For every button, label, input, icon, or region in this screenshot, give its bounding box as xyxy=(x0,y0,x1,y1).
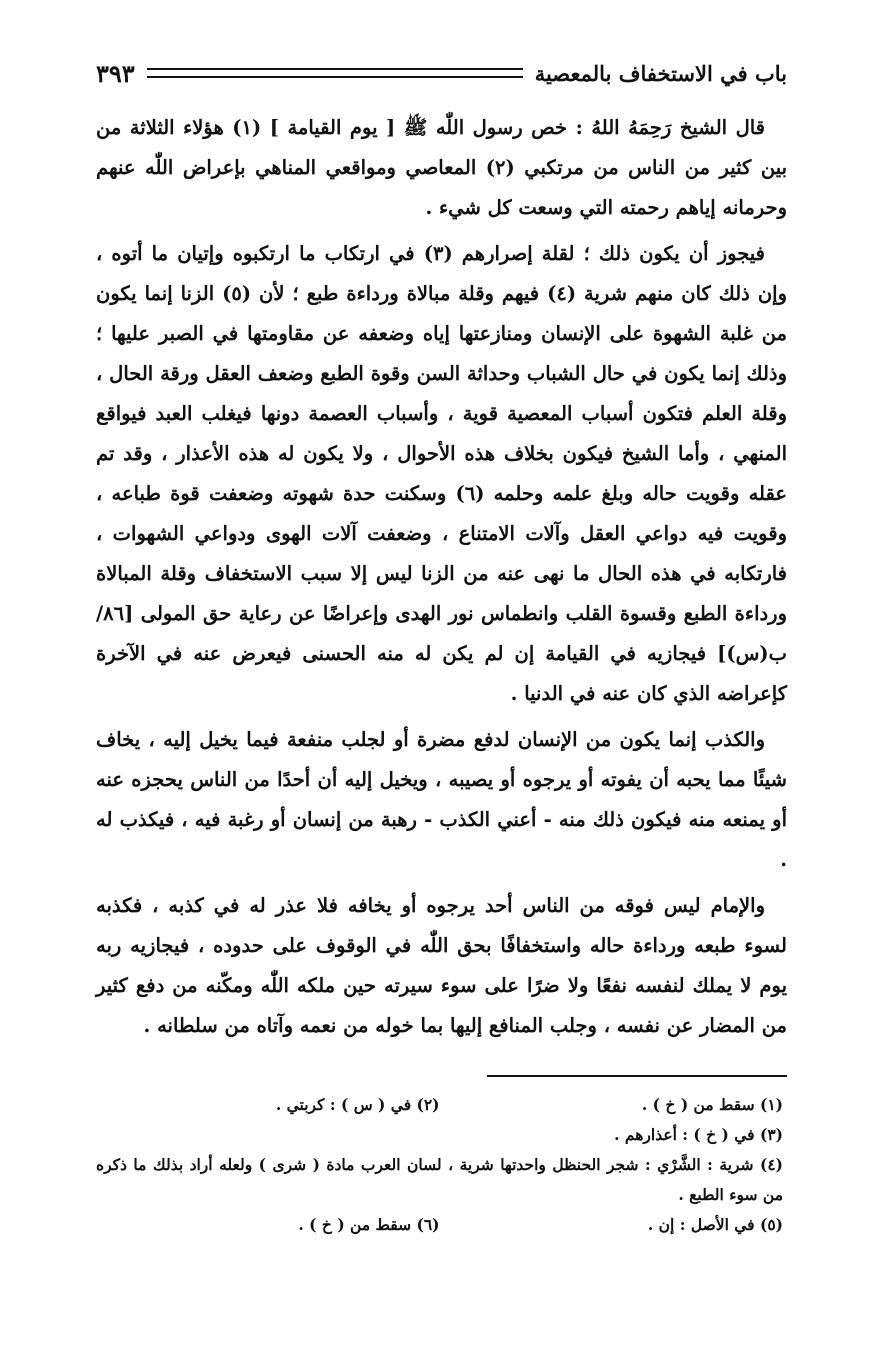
paragraph-2: فيجوز أن يكون ذلك ؛ لقلة إصرارهم (٣) في ارتكاب ما ارتكبوه وإتيان ما أتوه ، وإن ذلك كان منهم شرية (٤) فيهم وقلة مبالاة ورداءة طبع ؛ لأن (٥) الزنا إنما يكون من غلبة الشهوة على الإنسان ومنازعتها إياه وضعفه عن مقاومتها في الصبر عليها ؛ وذلك إنما يكون في حال الشباب وحداثة السن وقوة الطبع وضعف العقل ورقة الحال ، وقلة العلم فتكون أسباب المعصية قوية ، وأسباب العصمة دونها فيغلب العبد فيواقع المنهي ، وأما الشيخ فيكون بخلاف هذه الأحوال ، ولا يكون له هذه الأعذار ، وقد تم عقله وقويت حاله وبلغ علمه وحلمه (٦) وسكنت حدة شهوته وضعفت قوة طباعه ، وقويت فيه دواعي العقل وآلات الامتناع ، وضعفت آلات الهوى ودواعي الشهوات ، فارتكابه في هذه الحال ما نهى عنه من الزنا ليس إلا سبب الاستخفاف وقلة المبالاة ورداءة الطبع وقسوة القلب وانطماس نور الهدى وإعراضًا عن رعاية حق المولى [٨٦/ب(س)] فيجازيه في القيامة إن لم يكن له منه الحسنى فيعرض عنه في الآخرة كإعراضه الذي كان عنه في الدنيا . xyxy=(96,242,787,705)
footnote-3: (٣) في ( خ ) : أعذارهم . xyxy=(614,1125,783,1144)
footnote-row-1 xyxy=(96,1090,783,1120)
paragraph-1: قال الشيخ رَحِمَهُ اللهُ : خص رسول اللّٰه ﷺ [ يوم القيامة ] (١) هؤلاء الثلاثة من بين كثير من الناس من مرتكبي (٢) المعاصي ومواقعي المناهي بإعراض اللّٰه عنهم وحرمانه إياهم رحمته التي وسعت كل شيء . xyxy=(96,116,788,219)
footnotes xyxy=(96,1090,783,1240)
footnote-5: (٥) في الأصل : إن . xyxy=(647,1215,783,1234)
footnote-1: (١) سقط من ( خ ) . xyxy=(641,1095,783,1114)
paragraph-4: والإمام ليس فوقه من الناس أحد يرجوه أو يخافه فلا عذر له في كذبه ، فكذبه لسوء طبعه ورداءة حاله واستخفافًا بحق اللّٰه في الوقوف على حدوده ، فيجازيه ربه يوم لا يملك لنفسه نفعًا ولا ضرًا على سوء سيرته حين ملكه اللّٰه ومكّنه من دفع كثير من المضار عن نفسه ، وجلب المنافع إليها بما خوله من نعمه وآتاه من سلطانه . xyxy=(96,894,787,1037)
footnote-6: (٦) سقط من ( خ ) . xyxy=(298,1215,440,1234)
page-number: ٣٩٣ xyxy=(96,58,135,88)
footnote-separator xyxy=(487,1075,787,1077)
footnote-2: (٢) في ( س ) : كربتي . xyxy=(275,1095,440,1114)
chapter-title: باب في الاستخفاف بالمعصية xyxy=(534,60,787,86)
header-rule xyxy=(147,68,523,78)
main-text xyxy=(96,108,787,1052)
footnote-row-3 xyxy=(96,1210,783,1240)
paragraph-3: والكذب إنما يكون من الإنسان لدفع مضرة أو لجلب منفعة فيما يخيل إليه ، يخاف شيئًا مما يحبه أن يفوته أو يرجوه أو يصيبه ، ويخيل إليه أن أحدًا من الناس يحجزه عنه أو يمنعه منه فيكون ذلك منه - أعني الكذب - رهبة من إنسان أو رغبة فيه ، فيكذب له . xyxy=(96,728,787,871)
running-header xyxy=(96,56,787,90)
footnote-4: (٤) شرية : الشَّرْي : شجر الحنظل واحدتها شرية ، لسان العرب مادة ( شرى ) ولعله أراد بذلك ما ذكره من سوء الطبع . xyxy=(96,1155,783,1204)
